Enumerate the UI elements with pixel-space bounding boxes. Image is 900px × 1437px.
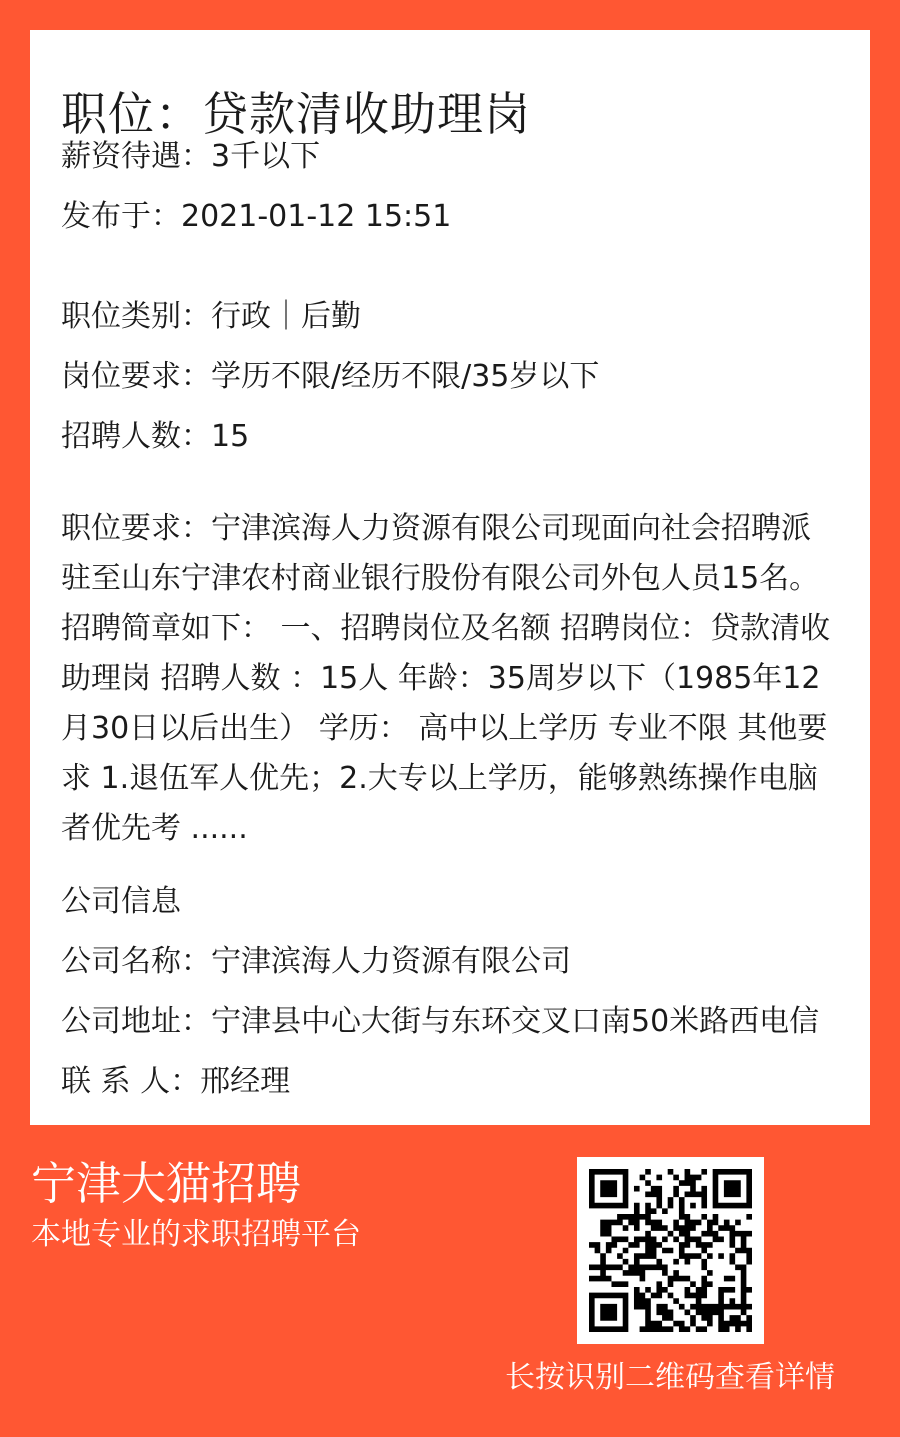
company-name: 公司名称：宁津滨海人力资源有限公司 bbox=[61, 944, 571, 979]
job-description: 职位要求：宁津滨海人力资源有限公司现面向社会招聘派驻至山东宁津农村商业银行股份有限公司外包人员15名。 招聘简章如下： 一、招聘岗位及名额 招聘岗位：贷款清收助理岗 招聘人数 ：15人 年龄：35周岁以下（1985年12月30日以后出生） 学历： 高中以上学历 专业不限 其他要求 1.退伍军人优先；2.大专以上学历，能够熟练操作电脑者优先考 ...... bbox=[61, 511, 831, 846]
job-card bbox=[30, 30, 870, 1125]
qr-code-icon[interactable] bbox=[577, 1157, 764, 1344]
brand-slogan: 本地专业的求职招聘平台 bbox=[31, 1217, 361, 1252]
company-section-title: 公司信息 bbox=[61, 884, 181, 919]
job-published: 发布于：2021-01-12 15:51 bbox=[61, 199, 452, 234]
job-requirements: 岗位要求：学历不限/经历不限/35岁以下 bbox=[61, 359, 600, 394]
brand-name: 宁津大猫招聘 bbox=[31, 1157, 302, 1210]
company-contact: 联 系 人：邢经理 bbox=[61, 1064, 291, 1099]
company-address: 公司地址：宁津县中心大街与东环交叉口南50米路西电信 bbox=[61, 1004, 820, 1039]
qr-modules bbox=[589, 1169, 752, 1332]
qr-hint: 长按识别二维码查看详情 bbox=[505, 1360, 835, 1395]
qr-code-graphic bbox=[577, 1157, 764, 1344]
job-salary: 薪资待遇：3千以下 bbox=[61, 139, 321, 174]
job-title: 职位：贷款清收助理岗 bbox=[61, 87, 531, 141]
job-headcount: 招聘人数：15 bbox=[61, 419, 250, 454]
job-category: 职位类别：行政｜后勤 bbox=[61, 299, 361, 334]
